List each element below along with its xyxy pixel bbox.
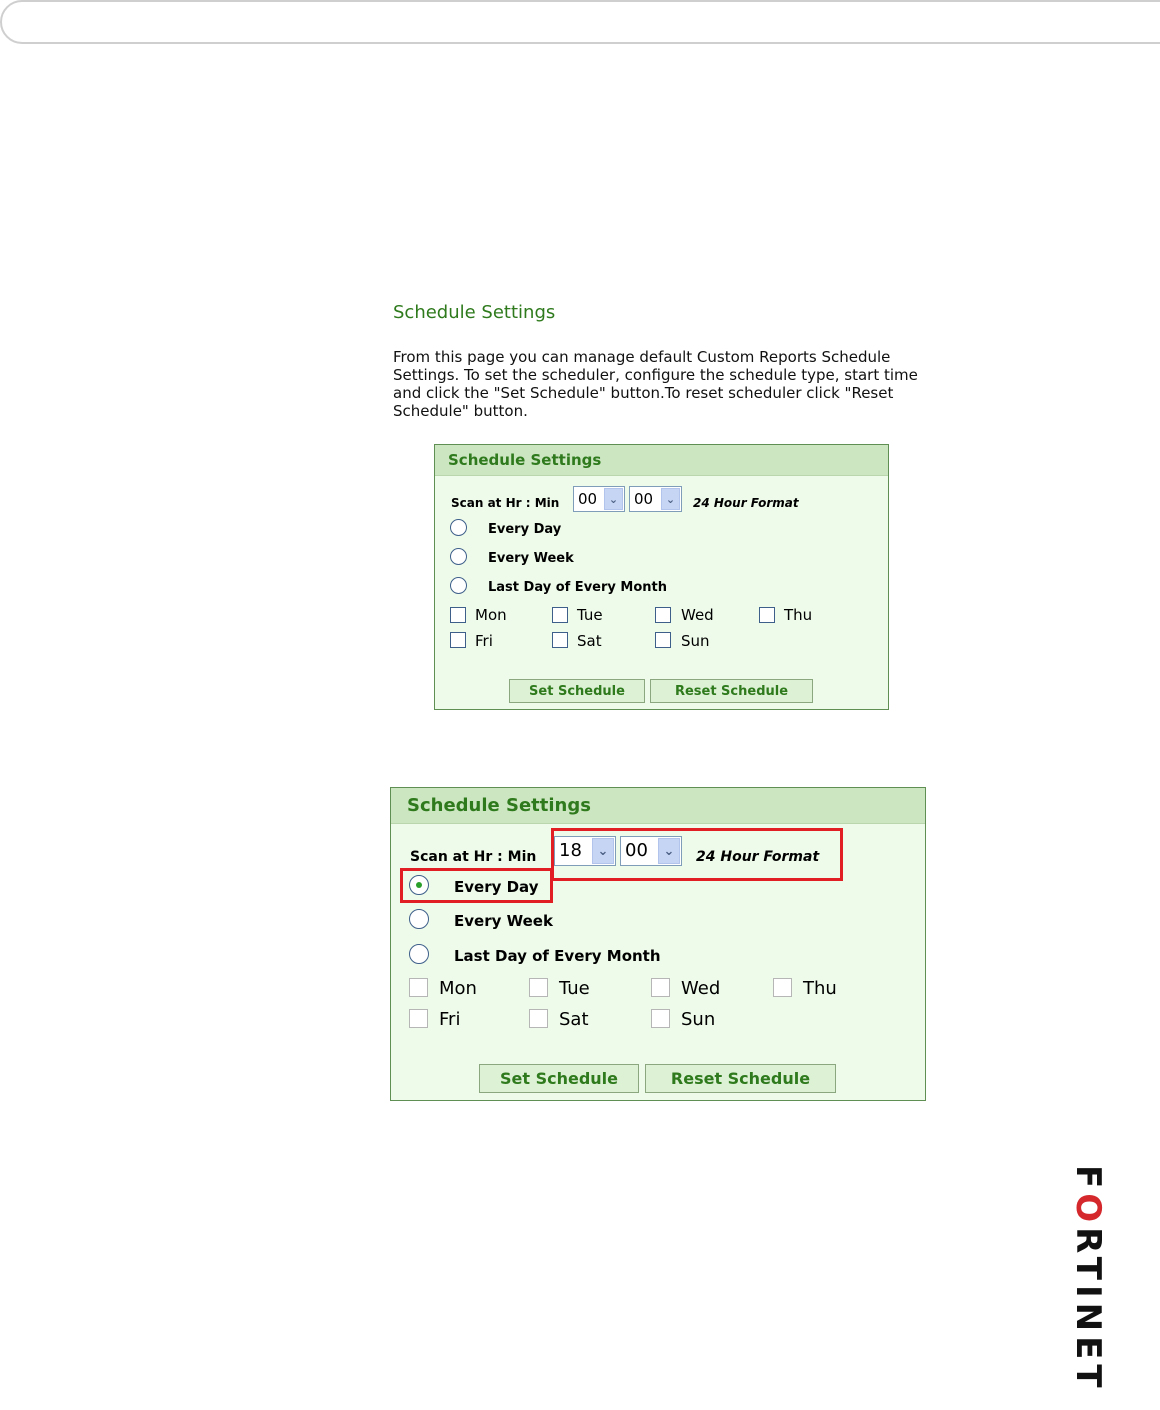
- day-sun-checkbox[interactable]: [651, 1009, 670, 1028]
- minute-select-value: 00: [634, 490, 654, 508]
- set-schedule-button[interactable]: Set Schedule: [509, 679, 645, 703]
- day-sat-checkbox[interactable]: [529, 1009, 548, 1028]
- chevron-down-icon: ⌄: [661, 488, 680, 510]
- day-fri-label: Fri: [439, 1009, 461, 1030]
- reset-schedule-button[interactable]: Reset Schedule: [645, 1064, 836, 1093]
- page-header-bar: [0, 0, 1160, 44]
- day-thu-label: Thu: [803, 978, 837, 999]
- day-sat-checkbox[interactable]: [552, 632, 568, 648]
- day-wed-label: Wed: [681, 978, 721, 999]
- every-week-radio[interactable]: [409, 909, 429, 929]
- every-week-radio[interactable]: [450, 548, 467, 565]
- last-day-label: Last Day of Every Month: [454, 947, 661, 965]
- logo-text: FORTINET: [1068, 1165, 1108, 1393]
- day-sun-label: Sun: [681, 632, 710, 650]
- set-schedule-button[interactable]: Set Schedule: [479, 1064, 639, 1093]
- day-mon-label: Mon: [475, 606, 507, 624]
- time-highlight-box: [551, 828, 843, 881]
- chevron-down-icon: ⌄: [658, 838, 680, 864]
- day-tue-label: Tue: [559, 978, 590, 999]
- day-sat-label: Sat: [559, 1009, 589, 1030]
- every-week-label: Every Week: [488, 551, 574, 566]
- day-mon-checkbox[interactable]: [450, 607, 466, 623]
- day-tue-checkbox[interactable]: [529, 978, 548, 997]
- hour-select-value: 18: [559, 840, 582, 861]
- page-intro: From this page you can manage default Custom Reports Schedule Settings. To set the scheduler, configure the schedule type, start time and click the "Set Schedule" button.To reset scheduler click "Reset Schedule" button.: [393, 348, 918, 420]
- last-day-label: Last Day of Every Month: [488, 580, 667, 595]
- day-sat-label: Sat: [577, 632, 602, 650]
- last-day-radio[interactable]: [409, 944, 429, 964]
- schedule-settings-panel-configured: [390, 787, 926, 1101]
- last-day-radio[interactable]: [450, 577, 467, 594]
- day-mon-label: Mon: [439, 978, 477, 999]
- schedule-settings-panel-default: [434, 444, 889, 710]
- day-thu-checkbox[interactable]: [759, 607, 775, 623]
- day-thu-label: Thu: [784, 606, 813, 624]
- every-day-label: Every Day: [488, 522, 562, 537]
- format-label: 24 Hour Format: [693, 496, 799, 510]
- chevron-down-icon: ⌄: [604, 488, 623, 510]
- day-thu-checkbox[interactable]: [773, 978, 792, 997]
- fortinet-logo: [1070, 1165, 1110, 1410]
- minute-select-value: 00: [625, 840, 648, 861]
- reset-schedule-button[interactable]: Reset Schedule: [650, 679, 813, 703]
- day-wed-label: Wed: [681, 606, 714, 624]
- page-title: Schedule Settings: [393, 302, 556, 323]
- hour-select-value: 00: [578, 490, 598, 508]
- day-tue-label: Tue: [577, 606, 603, 624]
- minute-select[interactable]: [629, 486, 682, 512]
- day-fri-checkbox[interactable]: [450, 632, 466, 648]
- every-week-label: Every Week: [454, 912, 553, 930]
- scan-time-label: Scan at Hr : Min: [410, 849, 537, 865]
- every-day-highlight-box: [400, 868, 553, 903]
- day-fri-checkbox[interactable]: [409, 1009, 428, 1028]
- day-sun-label: Sun: [681, 1009, 716, 1030]
- day-wed-checkbox[interactable]: [655, 607, 671, 623]
- scan-time-label: Scan at Hr : Min: [451, 496, 560, 510]
- format-label: 24 Hour Format: [696, 849, 820, 865]
- day-sun-checkbox[interactable]: [655, 632, 671, 648]
- every-day-radio[interactable]: [450, 519, 467, 536]
- chevron-down-icon: ⌄: [592, 838, 614, 864]
- panel-title: Schedule Settings: [391, 788, 925, 824]
- every-day-label: Every Day: [454, 878, 539, 896]
- day-mon-checkbox[interactable]: [409, 978, 428, 997]
- day-wed-checkbox[interactable]: [651, 978, 670, 997]
- day-fri-label: Fri: [475, 632, 493, 650]
- panel-title: Schedule Settings: [435, 445, 888, 476]
- day-tue-checkbox[interactable]: [552, 607, 568, 623]
- hour-select[interactable]: [573, 486, 625, 512]
